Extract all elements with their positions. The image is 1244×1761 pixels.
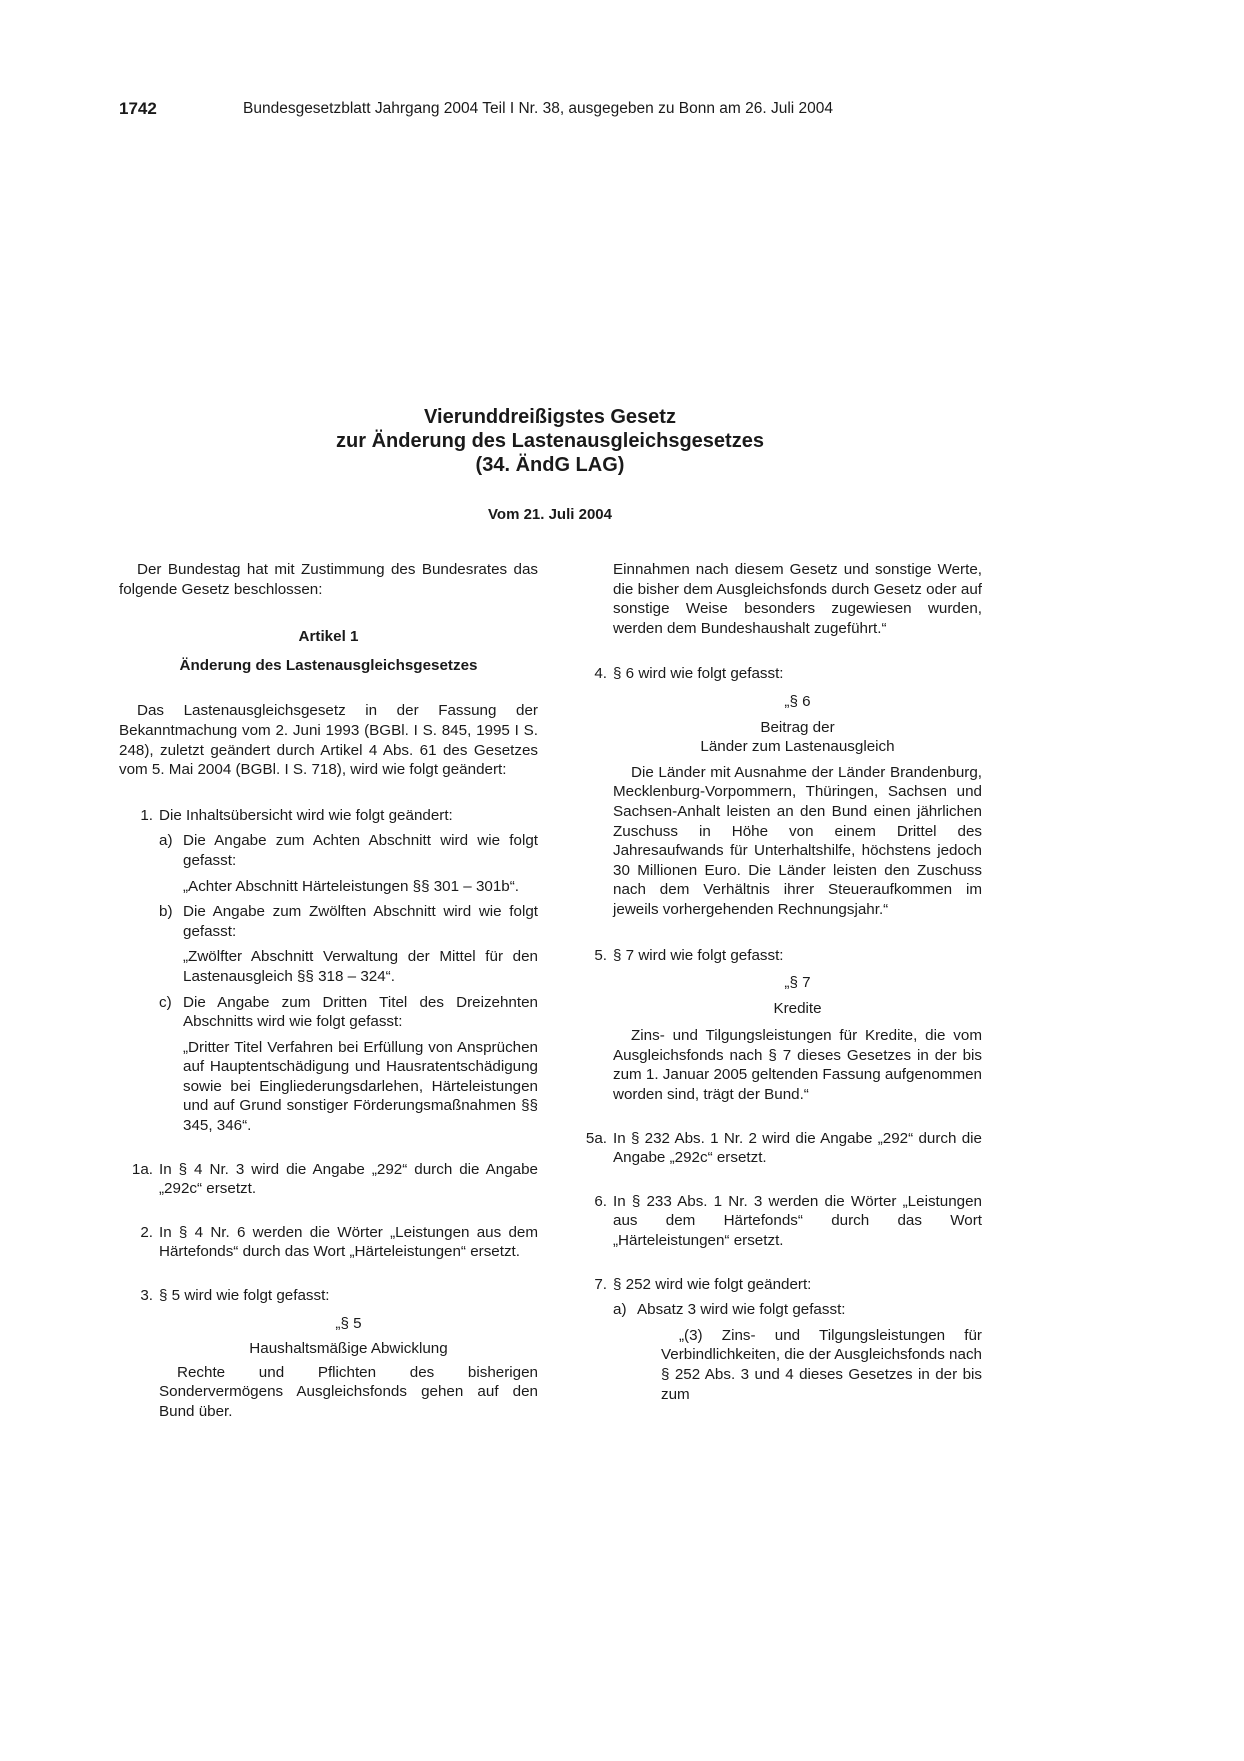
sub-item-quote: „Achter Abschnitt Härteleistungen §§ 301 – 301b“. [183, 877, 520, 895]
sub-item-quote: „Dritter Titel Verfahren bei Erfüllung von Ansprüchen auf Hauptentschädigung und Hausratentschädigung sowie bei Eingliederungsdarlehen, Härteleistungen und auf Grund sonstiger Förderungsmaßnahmen §§ 345, 346“. [183, 1038, 538, 1135]
sub-item-text: Die Angabe zum Achten Abschnitt wird wie folgt gefasst: [183, 832, 538, 869]
amendment-item-1a [119, 1160, 538, 1199]
article-subheading: Änderung des Lastenausgleichsgesetzes [179, 656, 478, 674]
section-title-line-2: Länder zum Lastenausgleich [700, 738, 895, 756]
section-number: „§ 7 [784, 974, 811, 992]
section-text: Zins- und Tilgungsleistungen für Kredite, die vom Ausgleichsfonds nach § 7 dieses Gesetzes in der bis zum 1. Januar 2005 geltenden Fassung aufgenommen worden sind, trägt der Bund.“ [613, 1027, 982, 1104]
law-title-line-1: Vierunddreißigstes Gesetz [424, 406, 676, 428]
enactment-formula: Der Bundestag hat mit Zustimmung des Bundesrates das folgende Gesetz beschlossen: [119, 561, 538, 598]
sub-item-text: Die Angabe zum Dritten Titel des Dreizehnten Abschnitts wird wie folgt gefasst: [183, 993, 538, 1031]
page-number: 1742 [119, 99, 157, 118]
section-title-line-1: Beitrag der [760, 718, 835, 736]
law-title-line-3: (34. ÄndG LAG) [475, 454, 625, 476]
item-number: 2. [140, 1223, 153, 1241]
item-text: In § 233 Abs. 1 Nr. 3 werden die Wörter „Leistungen aus dem Härtefonds“ durch das Wort „Härteleistungen“ ersetzt. [613, 1192, 982, 1250]
sub-item-label: b) [159, 903, 173, 921]
section-title: Kredite [773, 999, 822, 1017]
sub-item-label: a) [613, 1301, 627, 1319]
left-column [119, 560, 538, 1422]
amendment-item-3 [119, 1286, 538, 1422]
item-text: In § 4 Nr. 3 wird die Angabe „292“ durch die Angabe „292c“ ersetzt. [159, 1160, 538, 1198]
continuation-block [573, 560, 982, 638]
item-number: 7. [594, 1275, 607, 1293]
amendment-item-2 [119, 1223, 538, 1262]
item-number: 5a. [585, 1129, 607, 1147]
section-title: Haushaltsmäßige Abwicklung [249, 1340, 448, 1358]
sub-item-label: a) [159, 832, 173, 850]
item-text: In § 4 Nr. 6 werden die Wörter „Leistungen aus dem Härtefonds“ durch das Wort „Härteleistungen“ ersetzt. [159, 1223, 538, 1261]
sub-item-a [613, 1300, 982, 1404]
article-intro: Das Lastenausgleichsgesetz in der Fassung der Bekanntmachung vom 2. Juni 1993 (BGBl. I S. 845, 1995 I S. 248), zuletzt geändert durch Artikel 4 Abs. 61 des Gesetzes vom 5. Mai 2004 (BGBl. I S. 718), wird wie folgt geändert: [119, 702, 538, 779]
law-title-line-2: zur Änderung des Lastenausgleichsgesetzes [336, 430, 764, 452]
sub-item-quote: „Zwölfter Abschnitt Verwaltung der Mittel für den Lastenausgleich §§ 318 – 324“. [183, 948, 538, 985]
sub-item-b [159, 902, 538, 986]
item-text: § 5 wird wie folgt gefasst: [159, 1287, 330, 1305]
section-text: Die Länder mit Ausnahme der Länder Brandenburg, Mecklenburg-Vorpommern, Thüringen, Sachsen und Sachsen-Anhalt leisten an den Bund einen jährlichen Zuschuss in Höhe von einem Drittel des Jahresaufwands für Unterhaltshilfe, höchstens jedoch 30 Millionen Euro. Die Länder leisten den Zuschuss nach dem Verhältnis ihrer Steueraufkommen im jeweils vorhergehenden Rechnungsjahr.“ [613, 763, 982, 918]
sub-item-label: c) [159, 993, 172, 1011]
section-text: Rechte und Pflichten des bisherigen Sondervermögens Ausgleichsfonds gehen auf den Bund über. [159, 1363, 538, 1420]
item-text: In § 232 Abs. 1 Nr. 2 wird die Angabe „292“ durch die Angabe „292c“ ersetzt. [613, 1129, 982, 1167]
item-text: Die Inhaltsübersicht wird wie folgt geändert: [159, 806, 453, 824]
article-heading: Artikel 1 [298, 628, 359, 646]
section-number: „§ 5 [335, 1314, 362, 1332]
amendment-item-4 [573, 664, 982, 919]
item-number: 1. [140, 806, 153, 824]
item-text: § 6 wird wie folgt gefasst: [613, 665, 784, 683]
sub-item-quote: „(3) Zins- und Tilgungsleistungen für Verbindlichkeiten, die der Ausgleichsfonds nach § 252 Abs. 3 und 4 dieses Gesetzes in der bis zum [661, 1326, 982, 1403]
amendment-item-6 [573, 1192, 982, 1251]
running-header: Bundesgesetzblatt Jahrgang 2004 Teil I Nr. 38, ausgegeben zu Bonn am 26. Juli 2004 [243, 100, 833, 117]
item-text: § 252 wird wie folgt geändert: [613, 1275, 812, 1293]
item-number: 5. [594, 946, 607, 964]
sub-item-text: Die Angabe zum Zwölften Abschnitt wird wie folgt gefasst: [183, 903, 538, 940]
law-date: Vom 21. Juli 2004 [488, 506, 612, 523]
section-number: „§ 6 [784, 692, 811, 710]
item-number: 6. [594, 1192, 607, 1210]
law-title [0, 405, 1100, 477]
item-number: 3. [140, 1287, 153, 1305]
right-column [573, 560, 982, 1404]
amendment-item-1 [119, 806, 538, 1136]
amendment-item-7 [573, 1275, 982, 1405]
amendment-item-5a [573, 1129, 982, 1168]
item-number: 4. [594, 665, 607, 683]
sub-item-a [159, 831, 538, 896]
item-number: 1a. [131, 1160, 153, 1178]
sub-item-c [159, 993, 538, 1136]
amendment-item-5 [573, 946, 982, 1105]
item-text: § 7 wird wie folgt gefasst: [613, 946, 784, 964]
continuation-text: Einnahmen nach diesem Gesetz und sonstige Werte, die bisher dem Ausgleichsfonds durch Gesetz oder auf sonstige Weise besonders zugewiesen wurden, werden dem Bundeshaushalt zugeführt.“ [613, 561, 982, 637]
sub-item-text: Absatz 3 wird wie folgt gefasst: [637, 1301, 846, 1319]
